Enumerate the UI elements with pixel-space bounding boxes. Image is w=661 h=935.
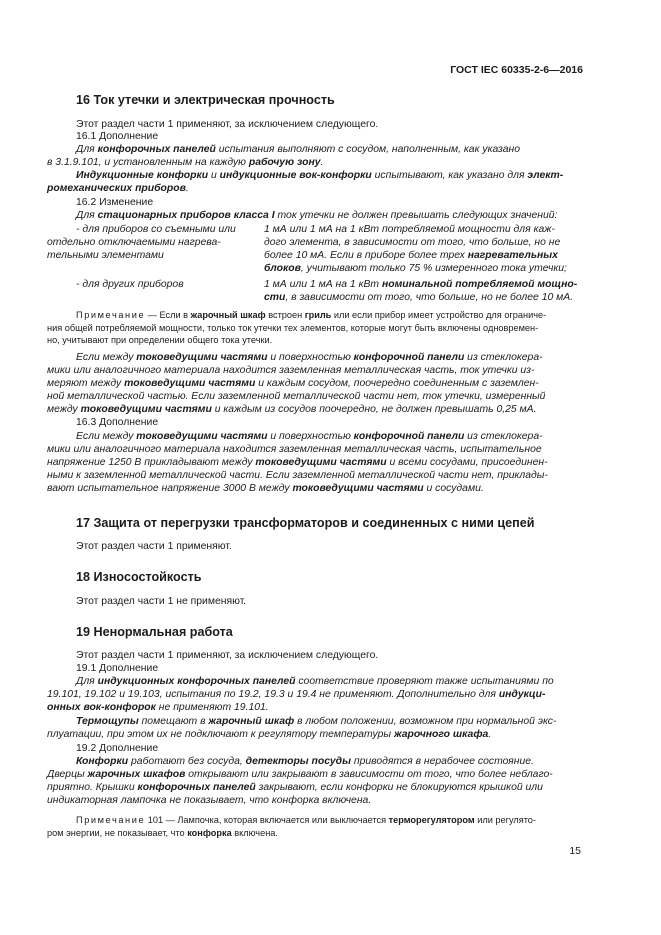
standard-designation: ГОСТ IEC 60335-2-6—2016 [450, 64, 583, 76]
s16-1-addition: 16.1 Дополнение [76, 131, 159, 142]
s19-1-para2: Термощупы помещают в жарочный шкаф в любом положении, возможном при нормальной экс- плуатации, при этом их не подключают к регулятору температуры жарочного шкафа. [47, 716, 557, 740]
s16-1-para2-line2: ромеханических приборов. [47, 183, 189, 194]
s18-text: Этот раздел части 1 не применяют. [76, 596, 247, 607]
s16-3-addition: 16.3 Дополнение [76, 417, 159, 428]
s19-note: Примечание 101 — Лампочка, которая включается или выключается терморегулятором или регулято- ром энергии, не показывает, что конфорка включена. [47, 815, 536, 838]
s16-2-para-glass: Если между токоведущими частями и поверхностью конфорочной панели из стеклокера- мики или аналогичного материала находится заземленная металлическая часть, ток утечки из- меряют между токоведущими частями и каждым сосудом, поочередно соединенным с заземлен- ной металлической частью. Если заземленной металлической части нет, ток утечки, измеренный между токоведущими частями и каждым из сосудов поочередно, не должен превышать 0,25 мА. [47, 352, 546, 415]
leakage-table-right-2: 1 мА или 1 мА на 1 кВт номинальной потребляемой мощно- сти, в зависимости от того, что больше, но не более 10 мА. [264, 279, 578, 303]
section-19-title: 19 Ненормальная работа [76, 625, 233, 639]
s16-1-para2-line1: Индукционные конфорки и индукционные вок-конфорки испытывают, как указано для элект- [76, 170, 564, 181]
s17-text: Этот раздел части 1 применяют. [76, 541, 232, 552]
s16-3-para: Если между токоведущими частями и поверхностью конфорочной панели из стеклокера- мики или аналогичного материала находится заземленная металлическая часть, испытательное напряжение 1250 В прикладывают между токоведущими частями и всеми сосудами, присоединен- ными к заземленной металлической части. Если заземленной металлической части нет, приклады- вают испытательное напряжение 3000 В между токоведущими частями и сосудами. [47, 431, 548, 494]
s19-1-para1: Для индукционных конфорочных панелей соответствие проверяют также испытаниями по 19.101, 19.102 и 19.103, испытания по 19.2, 19.3 и 19.4 не применяют. Дополнительно для индукци- онных вок-конфорок не применяют 19.101. [47, 676, 554, 713]
leakage-table-left-2: - для других приборов [76, 279, 184, 290]
s16-intro: Этот раздел части 1 применяют, за исключением следующего. [76, 119, 379, 130]
section-17-title: 17 Защита от перегрузки трансформаторов и соединенных с ними цепей [76, 516, 535, 530]
s19-intro: Этот раздел части 1 применяют, за исключением следующего. [76, 650, 379, 661]
section-18-title: 18 Износостойкость [76, 570, 202, 584]
leakage-table-right-1: 1 мА или 1 мА на 1 кВт потребляемой мощности для каж- дого элемента, в зависимости от того, что больше, но не более 10 мА. Если в приборе более трех нагревательных блоков, учитывают только 75 % измеренного тока утечки; [264, 224, 567, 274]
s16-1-para1-line2: в 3.1.9.101, и установленным на каждую рабочую зону. [47, 157, 324, 168]
page-number: 15 [569, 845, 581, 857]
section-16-title: 16 Ток утечки и электрическая прочность [76, 93, 335, 107]
s19-2-addition: 19.2 Дополнение [76, 743, 159, 754]
leakage-table-left-1: - для приборов со съемными или отдельно отключаемыми нагрева- тельными элементами [47, 224, 236, 261]
s16-2-change: 16.2 Изменение [76, 197, 154, 208]
s16-note: Примечание — Если в жарочный шкаф встроен гриль или если прибор имеет устройство для ограниче- ния общей потребляемой мощности, только ток утечки тех элементов, которые могут быть включены одновремен- но, учитывают при определении общего тока утечки. [47, 310, 547, 345]
s19-1-addition: 19.1 Дополнение [76, 663, 159, 674]
s19-2-para: Конфорки работают без сосуда, детекторы посуды приводятся в нерабочее состояние. Дверцы жарочных шкафов открывают или закрывают в зависимости от того, что более неблаго- приятно. Крышки конфорочных панелей закрывают, если конфорки не блокируются крышкой или индикаторная лампочка не показывает, что конфорка включена. [47, 756, 553, 806]
s16-2-para: Для стационарных приборов класса I ток утечки не должен превышать следующих значений: [76, 210, 558, 221]
s16-1-para1-line1: Для конфорочных панелей испытания выполняют с сосудом, наполненным, как указано [76, 144, 521, 155]
